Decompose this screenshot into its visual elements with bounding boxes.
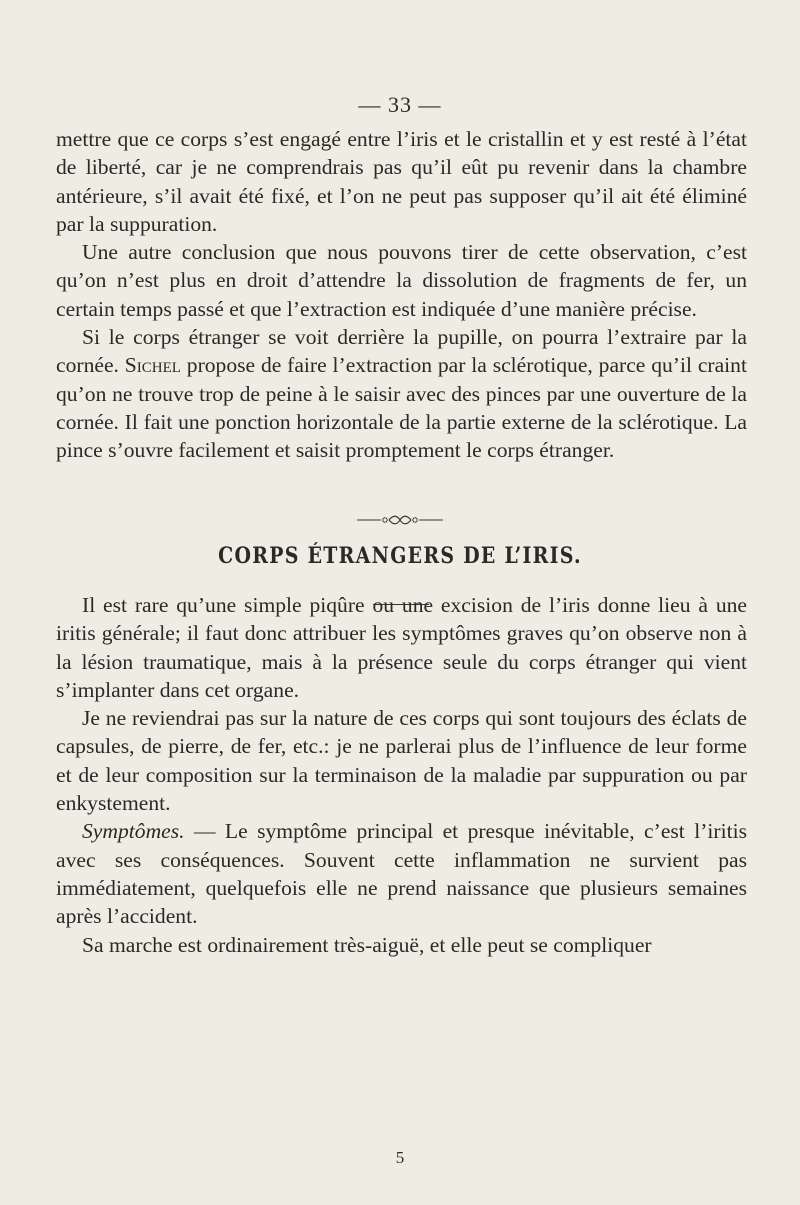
paragraph-continued: mettre que ce corps s’est engagé entre l’iris et le cristallin et y est resté à l’état de liberté, car je ne comprendrais pas qu’il eût pu revenir dans la chambre antérieure, s’il avait été fixé, et l’on ne peut pas supposer qu’il ait été éliminé par la suppuration. [56, 127, 747, 236]
section-title: CORPS ÉTRANGERS DE L’IRIS. [218, 543, 582, 569]
paragraph-iritis: Il est rare qu’une simple piqûre ou une excision de l’iris donne lieu à une iritis générale; il faut donc attribuer les symptômes graves qu’on observe non à la lésion traumatique, mais à la présence seule du corps étranger qui vient s’implanter dans cet organe. [56, 593, 747, 702]
ornament-divider [0, 513, 800, 527]
text-block-lower [56, 591, 747, 959]
text-block-upper [56, 125, 747, 465]
signature-mark: 5 [395, 1148, 405, 1167]
ornament-divider-icon [355, 513, 445, 527]
symptoms-label: Symptômes. [82, 819, 185, 844]
paragraph-conclusion: Une autre conclusion que nous pouvons tirer de cette observation, c’est qu’on n’est plus en droit d’attendre la dissolution de fragments de fer, un certain temps passé et que l’extraction est indiquée d’une manière précise. [56, 240, 747, 321]
paragraph-symptoms [56, 817, 747, 930]
paragraph-extraction-end: propose de faire l’extraction par la sclérotique, parce qu’il craint qu’on ne trouve trop de peine à le saisir avec des pinces par une ouverture de la cornée. Il fait une ponction horizontale de la partie externe de la sclérotique. La pince s’ouvre facilement et saisit promptement le corps étranger. [56, 353, 747, 463]
paragraph-course: Sa marche est ordinairement très-aiguë, et elle peut se compliquer [82, 932, 652, 957]
paragraph-extraction [56, 323, 747, 464]
paragraph-nature: Je ne reviendrai pas sur la nature de ces corps qui sont toujours des éclats de capsules, de pierre, de fer, etc.: je ne parlerai plus de l’influence de leur forme et de leur composition sur la terminaison de la maladie par suppuration ou par enkystement. [56, 706, 747, 816]
symptoms-text: — Le symptôme principal et presque inévitable, c’est l’iritis avec ses conséquences. Souvent cette inflammation ne survient pas immédiatement, quelquefois elle ne prend naissance que plusieurs semaines après l’accident. [56, 819, 747, 929]
author-name: Sichel [124, 353, 181, 378]
page-number: — 33 — [358, 92, 442, 117]
paragraph-extraction-start: Si le corps étranger se voit derrière la pupille, on pourra l’extraire par la cornée. [56, 325, 747, 378]
